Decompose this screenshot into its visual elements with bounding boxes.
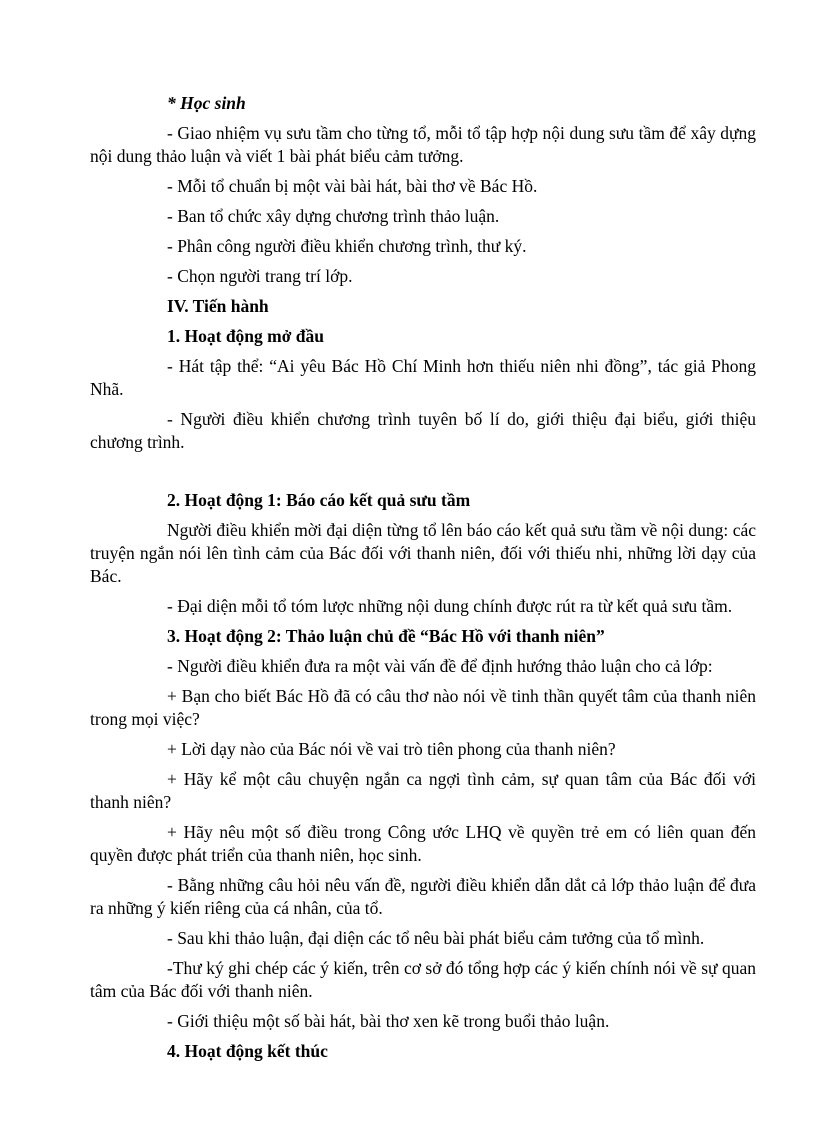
section-heading-iv: IV. Tiến hành (167, 296, 269, 316)
paragraph: - Phân công người điều khiển chương trình, thư ký. (167, 236, 527, 256)
activity-heading-end: 4. Hoạt động kết thúc (167, 1041, 328, 1061)
paragraph: + Hãy nêu một số điều trong Công ước LHQ về quyền trẻ em có liên quan đến quyền được phát triển của thanh niên, học sinh. (90, 822, 756, 865)
paragraph: - Giao nhiệm vụ sưu tầm cho từng tổ, mỗi tổ tập hợp nội dung sưu tầm để xây dựng nội dung thảo luận và viết 1 bài phát biểu cảm tưởng. (90, 123, 756, 166)
paragraph: + Hãy kể một câu chuyện ngắn ca ngợi tình cảm, sự quan tâm của Bác đối với thanh niên? (90, 769, 756, 812)
paragraph: - Người điều khiển đưa ra một vài vấn đề để định hướng thảo luận cho cả lớp: (167, 656, 713, 676)
paragraph: - Hát tập thể: “Ai yêu Bác Hồ Chí Minh hơn thiếu niên nhi đồng”, tác giả Phong Nhã. (90, 356, 756, 399)
document-page (90, 92, 756, 1070)
paragraph: - Đại diện mỗi tổ tóm lược những nội dung chính được rút ra từ kết quả sưu tầm. (167, 596, 733, 616)
section-heading-students: * Học sinh (167, 93, 246, 113)
paragraph: - Bằng những câu hỏi nêu vấn đề, người điều khiển dẫn dắt cả lớp thảo luận để đưa ra những ý kiến riêng của cá nhân, của tổ. (90, 875, 756, 918)
paragraph: -Thư ký ghi chép các ý kiến, trên cơ sở đó tổng hợp các ý kiến chính nói về sự quan tâm của Bác đối với thanh niên. (90, 958, 756, 1001)
paragraph: - Người điều khiển chương trình tuyên bố lí do, giới thiệu đại biểu, giới thiệu chương trình. (90, 409, 756, 452)
paragraph: + Lời dạy nào của Bác nói về vai trò tiên phong của thanh niên? (167, 739, 616, 759)
paragraph: - Sau khi thảo luận, đại diện các tổ nêu bài phát biểu cảm tưởng của tổ mình. (167, 928, 705, 948)
paragraph: - Chọn người trang trí lớp. (167, 266, 353, 286)
spacer (90, 461, 756, 489)
activity-heading-2: 3. Hoạt động 2: Thảo luận chủ đề “Bác Hồ với thanh niên” (167, 626, 605, 646)
paragraph: - Giới thiệu một số bài hát, bài thơ xen kẽ trong buổi thảo luận. (167, 1011, 610, 1031)
activity-heading-1: 2. Hoạt động 1: Báo cáo kết quả sưu tầm (167, 490, 471, 510)
activity-heading-open: 1. Hoạt động mở đầu (167, 326, 325, 346)
paragraph: + Bạn cho biết Bác Hồ đã có câu thơ nào nói về tinh thần quyết tâm của thanh niên trong mọi việc? (90, 686, 756, 729)
paragraph: - Mỗi tổ chuẩn bị một vài bài hát, bài thơ về Bác Hồ. (167, 176, 538, 196)
paragraph: Người điều khiển mời đại diện từng tổ lên báo cáo kết quả sưu tầm về nội dung: các truyện ngắn nói lên tình cảm của Bác đối với thanh niên, đối với thiếu nhi, những lời dạy của Bác. (90, 520, 756, 586)
paragraph: - Ban tổ chức xây dựng chương trình thảo luận. (167, 206, 500, 226)
